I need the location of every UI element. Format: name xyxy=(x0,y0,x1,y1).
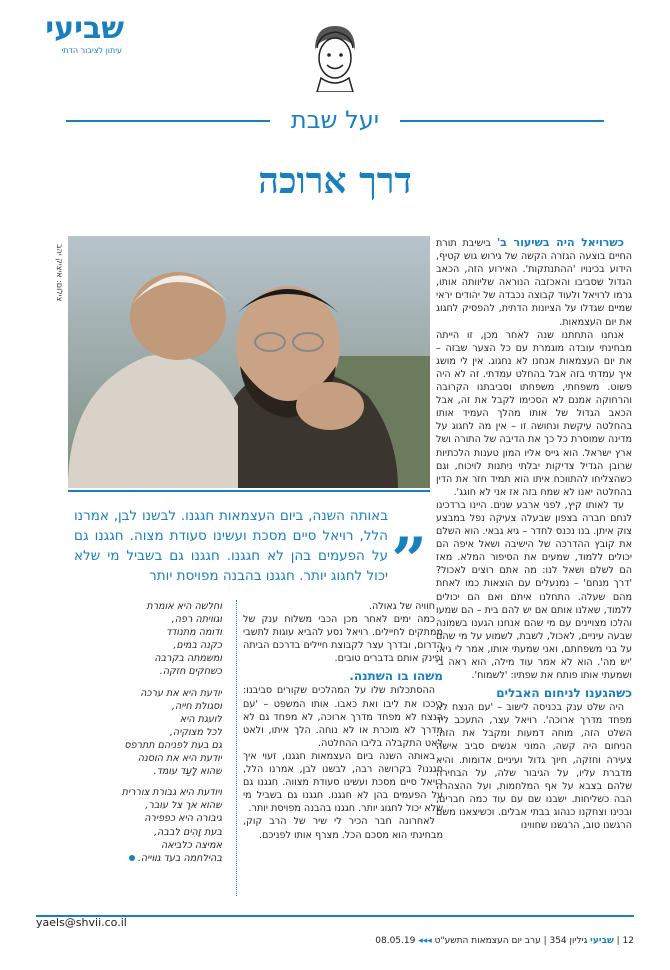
paragraph: לאחרונה חבר הכיר לי שיר של הרב קוק, מבחינתי הוא מסכם הכל. מצרף אותו לפניכם. xyxy=(243,816,443,841)
author-caricature xyxy=(307,22,363,92)
author-rule-right xyxy=(400,120,604,122)
pull-quote xyxy=(68,490,430,594)
poem-line: שהוא אך צל עובר, xyxy=(145,800,222,812)
author-rule-left xyxy=(66,120,270,122)
paragraph: היה שלט ענק בכניסה לישוב – 'עם הנצח לא מפחד מדרך ארוכה'. רויאל עצר, התעכב ליד השלט הזה, מוחה דמעות ומקבל את הזה. הניחום היה קשה, המוני אנשים סביב אישה צעירה וחזקה, חיוך גדול ועיניים אדומות. והיא מדברת עליו, על הגיבור שלה, על הבחירה שלהם בצבא על אף המלחמות, ועל ההצהרה הבה כשליחות. ישבנו שם עם עוד כמה חברים, ובכינו וצחקנו כנהוג בבתי אבלים. וכשיצאנו משם הרגשנו טוב, הרגשנו שחווינו xyxy=(436,702,632,832)
poem-line: גם בעת לפניהם תתרפס xyxy=(124,739,222,751)
poem xyxy=(72,600,222,896)
author-email[interactable]: yaels@shvii.co.il xyxy=(36,916,127,929)
article-column-right xyxy=(436,236,632,896)
lead-bold: כשרויאל היה בשיעור ב' xyxy=(496,236,624,249)
article-headline: דרך ארוכה xyxy=(258,160,412,202)
paragraph: ההסתכלות שלו על המהלכים שקורים סביבנו: ריככו את ליבו ואת כאבו. אותו המשפט – 'עם הנצח לא מפחד מדרך ארוכה, לא מפחד גם לא מדרך לא מוכרת או לא נוחה. הלך איתו, ולאט לאט התקבלה בליבו ההחלטה. xyxy=(243,685,443,749)
poem-line: כשחקים חזקה. xyxy=(159,666,222,678)
poem-line: כקנה במים, xyxy=(173,640,222,652)
author-name: יעל שבת xyxy=(290,106,380,134)
subheading: כשהגענו לניחום האבלים xyxy=(496,686,632,701)
paragraph: כמה ימים לאחר מכן הכבי משלוח ענק של ממתקים לחיילים. רויאל נסע להביא עוגות לתשבי הדרום, ובדרך עצר לקבוצת חיילים בדרכם הביתה ופינק אותם בדברים טובים. xyxy=(243,614,443,665)
paragraph: באותה השנה ביום העצמאות חגגנו, זעוי איך חגגנו? בקרושה רבה, לבשנו לבן, אמרנו הלל, רויאל סיים מסכת ועשינו סעודת מצווה. חגגנו גם על הפעמים בהן לא חגגנו. חגגנו גם בשביל מי שלא יכול לחגוג יותר. חגגנו בהבנה מפויסת יותר. xyxy=(243,750,443,815)
paragraph: אנחנו התחתנו שנה לאחר מכן, זו הייתה מבחינתי עובדה מוגמרת עם כל הצער שבזה – את יום העצמאות אנחנו לא נחגוג. אין לי מושג איך עמדתי בזה אבל בהחלט עמדתי. זה לא היה פשוט. משפחתי, משפחתו וסביבתנו הקרובה והרחוקה אמנם לא הסכימו לקבל את זה, אבל הכאב הגדול של אותו מהלך העמיד אותו בהחלטה עיקשת ונחושה זו – אין מה לחגוג על מדינה שמוסרת כל כך את הדיבה של התורה ושל ארץ ישראל. הוא גייס אליו המון טענות הלכתיות שרובן הגדיל צדיקות יבלתי ניתנות לויכוח, וגם כשהצליחו להתווכח איתו הוא תמיד חזר את הדין בהחלטה יאנו לא שמח בזה אז אני לא חוגג'. xyxy=(436,329,632,498)
issue-number: גיליון 354 xyxy=(549,936,588,946)
logo-text: שביעי xyxy=(45,11,124,46)
article-column-middle xyxy=(236,600,443,896)
pull-quote-text: באותה השנה, ביום העצמאות חגגנו. לבשנו לבן, אמרנו הלל, רויאל סיים מסכת ועשינו סעודת מצוה. חגגנו גם על הפעמים בהן לא חגגנו. חגגנו גם בשביל מי שלא יכול לחגוג יותר. חגגנו בהבנה מפויסת יותר xyxy=(74,508,388,584)
logo-tagline: עיתון לציבור הדתי xyxy=(61,46,122,55)
footer-arrows: ◂◂◂ xyxy=(418,936,432,946)
edition-name: ערב יום העצמאות התשע"ט xyxy=(434,936,541,946)
photo-credit: צילום: איציק יהב xyxy=(55,244,64,302)
poem-line: גיבורה היא כפפירה xyxy=(144,813,222,825)
poem-line: ומשמתה בקרבה xyxy=(154,653,222,665)
poem-stanza-gap xyxy=(72,778,222,786)
paragraph: חוויה של גאולה. xyxy=(368,601,435,612)
poem-line: יודעת היא את ערכה xyxy=(140,687,222,699)
page-folio: 12 | שביעי גיליון 354 | ערב יום העצמאות התשע"ט ◂◂◂ 08.05.19 xyxy=(375,936,634,946)
poem-line: בעת זָהִים לבבה, xyxy=(154,826,222,838)
poem-stanza-gap xyxy=(72,679,222,687)
poem-line: לועגת היא xyxy=(179,713,222,725)
poem-line: יודעת היא את הוסנה xyxy=(137,753,222,765)
article-photo xyxy=(68,236,430,488)
issue-date: 08.05.19 xyxy=(375,936,416,946)
quote-mark: „ xyxy=(392,488,428,561)
poem-line: וחלשה היא אומרת xyxy=(146,601,222,612)
subheading: משהו בו השתנה. xyxy=(349,669,443,684)
masthead-logo xyxy=(14,12,124,60)
paragraph: עד לאותו קיץ, לפני ארבע שנים. היינו ברדכינו לנחם חברה בצפון שבעלה צעיקה נפל במבצע צוק איתן. בנו נכנס לחדר – גיא גבאי. הוא השלם את קובץ ההדרכה של הישיבה ושאל איפה הם יכולים ללמוד, שמעים את הסיפור המלא. מאז הם לשלם ושאל לנו: מה אתם רוצים לאכול? 'דרך מנחם' – נמנעלים עם הוצאות כמו לאחת מהם שעלה. התחלנו איתם ואם הם יכולים ללמוד, שאלנו אותם אם יש להם בית – הם שמעו והלכו מצויינים עם מי שהם אנחנו הגענו בשמונה שבעה עיניים, לאכול, לשבת, לשמוע על מי שהם על בני משפחתם, ואני שמעתי אותו, אמר לי גיא. 'יש מה'. הוא לא אמר עוד מילה, הוא ראה בי ושמעתי אותו פותח את שפתיו: 'לשמוח'. xyxy=(436,499,632,682)
page-number: 12 xyxy=(622,936,634,946)
poem-line: בהילחמה בעד גווייה. xyxy=(72,852,222,865)
poem-line: שהוא לָעַד עומד. xyxy=(153,766,222,778)
publication-name: שביעי xyxy=(590,936,614,946)
poem-line: ודומה מתנודד xyxy=(165,627,222,639)
poem-line: לכל מצוקיה, xyxy=(169,726,222,738)
poem-line: אמיצה כלביאה xyxy=(161,839,222,851)
poem-line: וגוויתה רפה, xyxy=(171,614,222,626)
poem-line: וסגולת חייה, xyxy=(171,700,222,712)
end-bullet-icon xyxy=(129,855,135,861)
lead-text: בישיבת תורת החיים בוצעה הגזרה הקשה של גירוש גוש קטיף, הידוע בכינויו 'ההתנתקות'. האירוע הזה, הכאב הגדול שסביבו והאכזבה הנוראה שליוותה אותו, גרמו לרויאל ולעוד קבוצה נכבדה של יהודים יראי שמיים שגדלו על הציונות הדתית, להפסיק לחגוג את יום העצמאות. xyxy=(436,238,632,328)
poem-line: ויודעת היא גבורת צוררית xyxy=(121,787,222,799)
